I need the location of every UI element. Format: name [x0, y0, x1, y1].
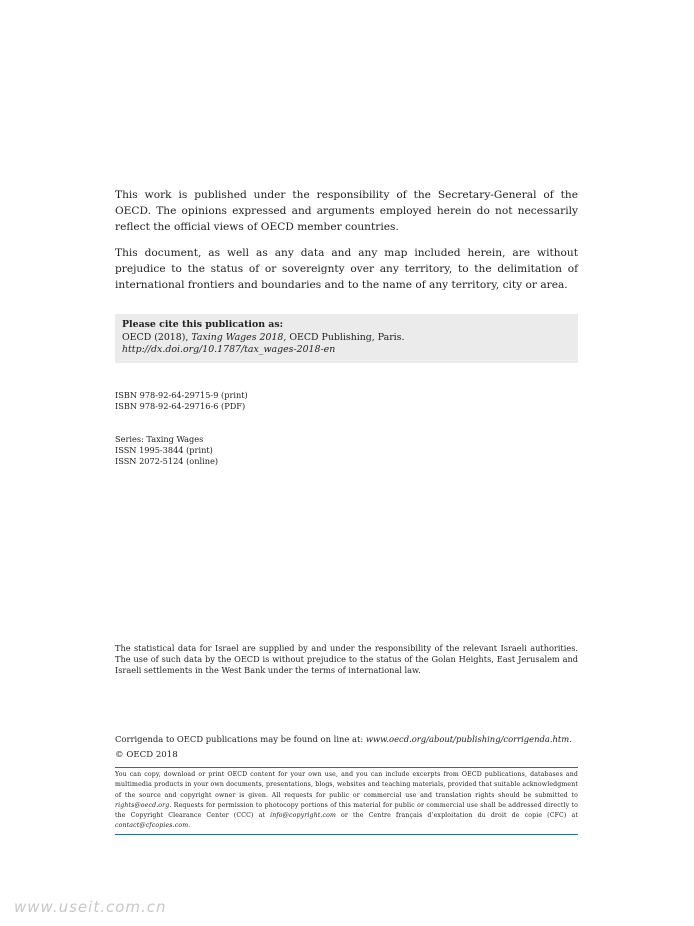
copyright-notice: © OECD 2018	[115, 750, 178, 760]
citation-box	[115, 314, 578, 363]
citation-prefix: OECD (2018),	[122, 331, 192, 343]
citation-title: Taxing Wages 2018	[191, 331, 284, 343]
issn-print: ISSN 1995-3844 (print)	[115, 445, 213, 455]
israel-note: The statistical data for Israel are supplied by and under the responsibility of the relevant Israeli authorities. The use of such data by the OECD is without prejudice to the status of the Golan Heights, East Jerusalem and Israeli settlements in the West Bank under the terms of international law.	[115, 643, 578, 676]
series-block	[115, 434, 578, 467]
divider-bottom	[115, 834, 578, 835]
license-part-2: . Requests for permission to photocopy portions of this material for public or commercial use shall be addressed directly to the Copyright Clearance Center (CCC) at	[115, 801, 578, 820]
license-part-4: .	[188, 822, 191, 830]
rights-email-link[interactable]: rights@oecd.org	[115, 801, 170, 809]
disclaimer-paragraph: This work is published under the responsibility of the Secretary-General of the OECD. The opinions expressed and arguments employed herein do not necessarily reflect the official views of OECD member countries.	[115, 189, 578, 233]
isbn-print: ISBN 978-92-64-29715-9 (print)	[115, 390, 248, 400]
isbn-block	[115, 390, 578, 412]
citation-doi-link[interactable]: http://dx.doi.org/10.1787/tax_wages-2018-en	[122, 344, 336, 355]
watermark: www.useit.com.cn	[14, 898, 167, 916]
corrigenda-prefix: Corrigenda to OECD publications may be found on line at:	[115, 734, 366, 744]
issn-online: ISSN 2072-5124 (online)	[115, 456, 219, 466]
corrigenda-line	[115, 734, 578, 745]
isbn-pdf: ISBN 978-92-64-29716-6 (PDF)	[115, 401, 246, 411]
cfc-email-link[interactable]: contact@cfcopies.com	[115, 822, 189, 830]
series-name: Series: Taxing Wages	[115, 434, 204, 444]
corrigenda-suffix: .	[569, 734, 572, 744]
divider-top	[115, 767, 578, 768]
license-text	[115, 770, 578, 832]
citation-suffix: , OECD Publishing, Paris.	[283, 331, 405, 343]
citation-line	[122, 332, 404, 343]
territory-paragraph: This document, as well as any data and any map included herein, are without prejudice to the status of or sovereignty over any territory, to the delimitation of international frontiers and boundaries and to the name of any territory, city or area.	[115, 247, 578, 291]
corrigenda-link[interactable]: www.oecd.org/about/publishing/corrigenda.htm	[365, 734, 570, 744]
citation-heading: Please cite this publication as:	[122, 319, 284, 330]
license-part-3: or the Centre français d’exploitation du droit de copie (CFC) at	[335, 812, 578, 820]
license-part-1: You can copy, download or print OECD content for your own use, and you can include excerpts from OECD publications, databases and multimedia products in your own documents, presentations, blogs, websites and teaching materials, provided that suitable acknowledgment of the source and copyright owner is given. All requests for public or commercial use and translation rights should be submitted to	[115, 771, 578, 799]
ccc-email-link[interactable]: info@copyright.com	[270, 812, 336, 820]
